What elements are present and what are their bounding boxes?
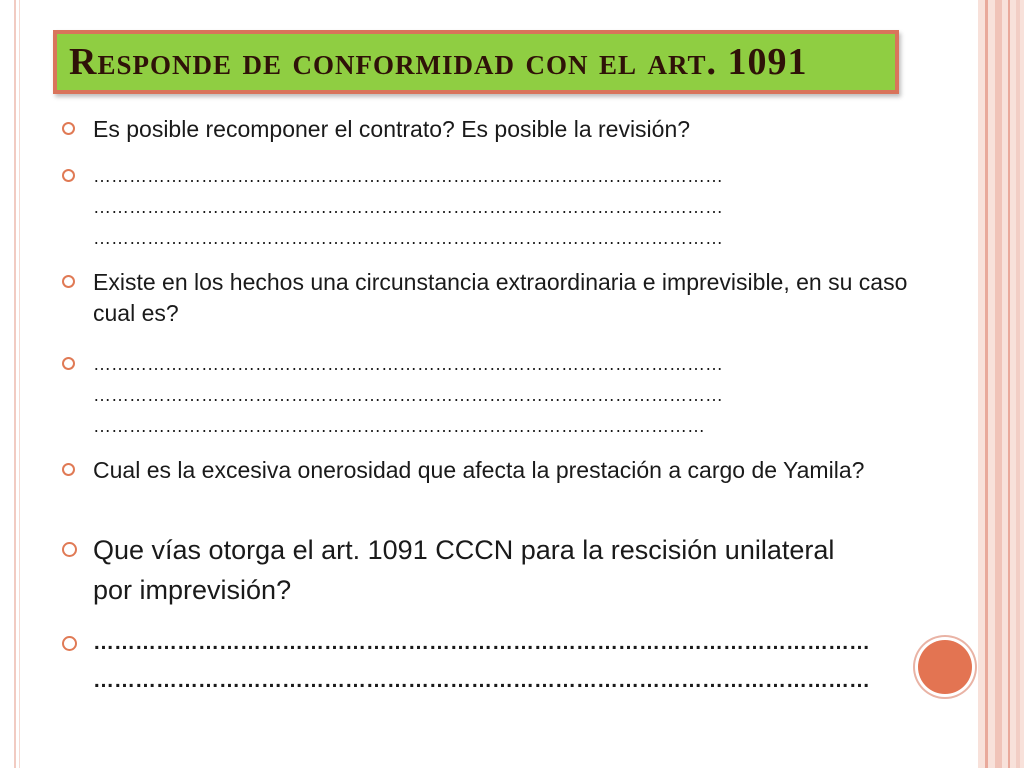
- bullet-item: [62, 114, 922, 145]
- bullet-text: Existe en los hechos una circunstancia extraordinaria e imprevisible, en su caso cual es?: [93, 269, 908, 326]
- bullet-item: [62, 530, 922, 610]
- left-stripe-thin: [19, 0, 20, 768]
- bullet-text: Que vías otorga el art. 1091 CCCN para la rescisión unilateral por imprevisión?: [93, 535, 835, 605]
- bullet-circle-icon: [62, 122, 75, 135]
- right-stripe: [1016, 0, 1020, 768]
- bullet-item: [62, 624, 922, 700]
- bullet-circle-icon: [62, 463, 75, 476]
- slide-title: Responde de conformidad con el art. 1091: [69, 41, 808, 83]
- answer-line: ……………………………………………………………………………………………: [93, 354, 723, 374]
- answer-lines: [93, 349, 922, 442]
- title-box: [53, 30, 899, 94]
- right-stripe: [985, 0, 988, 768]
- answer-line: …………………………………………………………………………………………: [93, 416, 705, 436]
- answer-line: …………………………………………………………………………………………………: [93, 631, 870, 654]
- left-stripe: [14, 0, 16, 768]
- bullet-text: Cual es la excesiva onerosidad que afecta la prestación a cargo de Yamila?: [93, 457, 865, 483]
- bullet-item: [62, 455, 922, 486]
- answer-line: …………………………………………………………………………………………………: [93, 669, 870, 692]
- decorative-circle: [918, 640, 972, 694]
- bullet-text: Es posible recomponer el contrato? Es posible la revisión?: [93, 116, 691, 142]
- answer-lines: [93, 161, 922, 254]
- bullet-item: [62, 349, 922, 442]
- bullet-circle-icon: [62, 169, 75, 182]
- answer-line: ……………………………………………………………………………………………: [93, 197, 723, 217]
- answer-line: ……………………………………………………………………………………………: [93, 166, 723, 186]
- bullet-circle-icon: [62, 542, 77, 557]
- bullet-circle-icon: [62, 275, 75, 288]
- right-stripe: [995, 0, 1002, 768]
- answer-line: ……………………………………………………………………………………………: [93, 228, 723, 248]
- bullet-circle-icon: [62, 357, 75, 370]
- right-stripe: [1008, 0, 1010, 768]
- bullet-item: [62, 161, 922, 254]
- answer-lines: [93, 624, 923, 700]
- answer-line: ……………………………………………………………………………………………: [93, 385, 723, 405]
- bullet-item: [62, 267, 922, 329]
- bullet-circle-icon: [62, 636, 77, 651]
